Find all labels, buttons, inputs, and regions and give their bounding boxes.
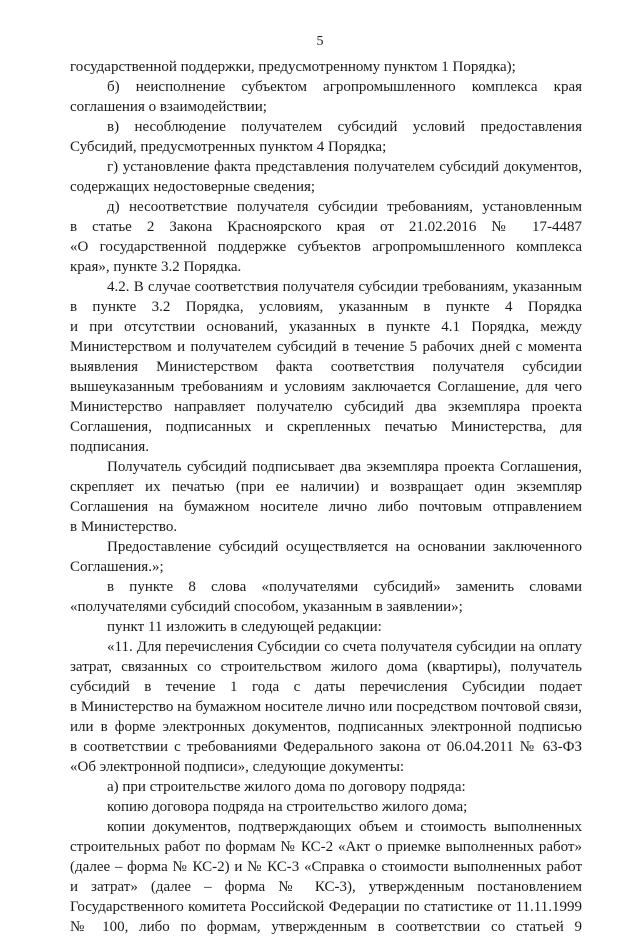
text-line: «получателями субсидий способом, указанным в заявлении»; bbox=[70, 599, 463, 615]
text-line: или в форме электронных документов, подписанных электронной подписью bbox=[70, 719, 582, 735]
text-line: вышеуказанным требованиям и условиям заключается Соглашение, для чего bbox=[70, 379, 582, 395]
text-line: в Министерство. bbox=[70, 519, 178, 535]
text-line: «Об электронной подписи», следующие документы: bbox=[70, 759, 405, 775]
text-line: Соглашения, подписанных и скрепленных печатью Министерства, для bbox=[70, 419, 582, 435]
paragraph bbox=[70, 77, 582, 117]
text-line: г) установление факта представления получателем субсидий документов, bbox=[107, 159, 582, 175]
paragraph bbox=[70, 457, 582, 537]
paragraph bbox=[70, 617, 582, 637]
paragraph bbox=[70, 157, 582, 197]
paragraph bbox=[70, 817, 582, 937]
text-line: скрепляет их печатью (при ее наличии) и возвращает один экземпляр bbox=[70, 479, 582, 495]
paragraph bbox=[70, 797, 582, 817]
paragraph bbox=[70, 537, 582, 577]
text-line: копии документов, подтверждающих объем и стоимость выполненных bbox=[107, 819, 582, 835]
text-line: в пункте 3.2 Порядка, условиям, указанным в пункте 4 Порядка bbox=[70, 299, 582, 315]
text-line: в статье 2 Закона Красноярского края от 21.02.2016 № 17-4487 bbox=[70, 219, 582, 235]
text-line: содержащих недостоверные сведения; bbox=[70, 179, 316, 195]
text-line: пункт 11 изложить в следующей редакции: bbox=[107, 619, 382, 635]
text-line: государственной поддержки, предусмотренному пунктом 1 Порядка); bbox=[70, 59, 516, 75]
text-line: б) неисполнение субъектом агропромышленного комплекса края bbox=[107, 79, 582, 95]
text-line: затрат, связанных со строительством жилого дома (квартиры), получатель bbox=[70, 659, 582, 675]
text-line: 4.2. В случае соответствия получателя субсидии требованиям, указанным bbox=[107, 279, 582, 295]
paragraph bbox=[70, 57, 582, 77]
text-line: в Министерство на бумажном носителе лично или посредством почтовой связи, bbox=[70, 699, 582, 715]
text-line: Субсидий, предусмотренных пунктом 4 Порядка; bbox=[70, 139, 387, 155]
text-line: Государственного комитета Российской Федерации по статистике от 11.11.1999 bbox=[70, 899, 582, 915]
text-line: «О государственной поддержке субъектов агропромышленного комплекса bbox=[70, 239, 582, 255]
text-line: (далее – форма № КС-2) и № КС-3 «Справка о стоимости выполненных работ bbox=[70, 859, 582, 875]
text-line: строительных работ по формам № КС-2 «Акт о приемке выполненных работ» bbox=[70, 839, 582, 855]
paragraph bbox=[70, 197, 582, 277]
text-line: Министерство направляет получателю субсидий два экземпляра проекта bbox=[70, 399, 582, 415]
text-line: в пункте 8 слова «получателями субсидий» заменить словами bbox=[107, 579, 582, 595]
paragraph bbox=[70, 577, 582, 617]
text-line: Соглашения на бумажном носителе лично либо почтовым отправлением bbox=[70, 499, 582, 515]
text-line: соглашения о взаимодействии; bbox=[70, 99, 267, 115]
text-line: и затрат» (далее – форма № КС-3), утвержденным постановлением bbox=[70, 879, 582, 895]
paragraph bbox=[70, 277, 582, 457]
text-line: в соответствии с требованиями Федерального закона от 06.04.2011 № 63-ФЗ bbox=[70, 739, 582, 755]
paragraph bbox=[70, 117, 582, 157]
text-line: Предоставление субсидий осуществляется на основании заключенного bbox=[107, 539, 582, 555]
document-body bbox=[70, 57, 582, 937]
text-line: в) несоблюдение получателем субсидий условий предоставления bbox=[107, 119, 582, 135]
text-line: № 100, либо по формам, утвержденным в соответствии со статьей 9 bbox=[70, 919, 582, 935]
text-line: субсидий в течение 1 года с даты перечисления Субсидии подает bbox=[70, 679, 582, 695]
text-line: и при отсутствии оснований, указанных в пункте 4.1 Порядка, между bbox=[70, 319, 582, 335]
paragraph bbox=[70, 777, 582, 797]
text-line: выявления Министерством факта соответствия получателя субсидии bbox=[70, 359, 582, 375]
text-line: Получатель субсидий подписывает два экземпляра проекта Соглашения, bbox=[107, 459, 582, 475]
text-line: Министерством и получателем субсидий в течение 5 рабочих дней с момента bbox=[70, 339, 582, 355]
page-number: 5 bbox=[316, 34, 324, 49]
text-line: д) несоответствие получателя субсидии требованиям, установленным bbox=[107, 199, 582, 215]
text-line: края», пункте 3.2 Порядка. bbox=[70, 259, 242, 275]
text-line: а) при строительстве жилого дома по договору подряда: bbox=[107, 779, 466, 795]
text-line: Соглашения.»; bbox=[70, 559, 164, 575]
paragraph bbox=[70, 637, 582, 777]
text-line: «11. Для перечисления Субсидии со счета получателя субсидии на оплату bbox=[107, 639, 582, 655]
text-line: подписания. bbox=[70, 439, 149, 455]
text-line: копию договора подряда на строительство жилого дома; bbox=[107, 799, 468, 815]
